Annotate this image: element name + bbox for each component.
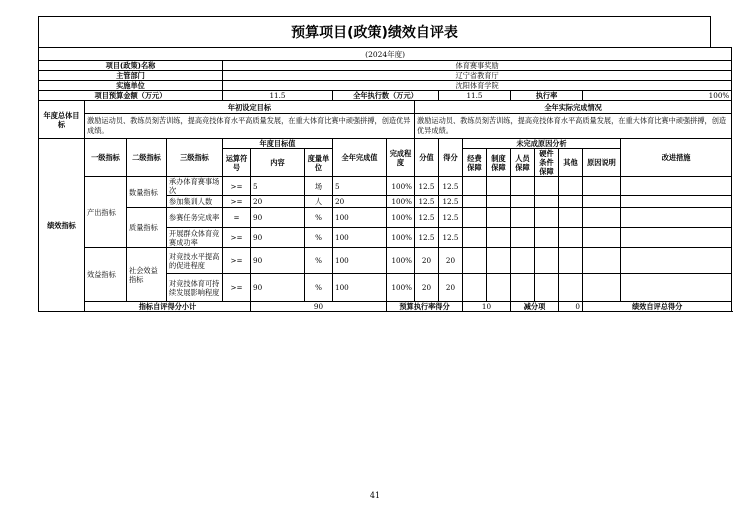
content-cell: 20: [251, 196, 305, 208]
budget-value: 11.5: [223, 91, 333, 101]
personnel-header: 人员保障: [511, 149, 535, 177]
level3-cell: 对竞技水平提高的促进程度: [167, 248, 223, 274]
project-name-label: 项目(政策)名称: [39, 61, 223, 71]
score-cell: 20: [415, 248, 439, 274]
completed-cell: 100: [333, 274, 387, 302]
total-score-label: 绩效自评总得分: [583, 302, 732, 312]
completion-cell: 100%: [387, 274, 415, 302]
budget-label: 项目预算金额（万元）: [39, 91, 223, 101]
quality-group: 质量指标: [127, 208, 167, 248]
got-cell: 20: [439, 274, 463, 302]
completion-header: 完成程度: [387, 139, 415, 177]
got-cell: 12.5: [439, 228, 463, 248]
level1-header: 一级指标: [85, 139, 127, 177]
perf-indicators-label: 绩效指标: [39, 139, 85, 312]
hardware-header: 硬件条件保障: [535, 149, 559, 177]
content-cell: 90: [251, 228, 305, 248]
set-goal-text: 激励运动员、教练员刻苦训练，提高竞技体育水平高质量发展，在重大体育比赛中顽强拼搏，创造优异成绩。: [85, 114, 415, 139]
explain-header: 原因说明: [583, 149, 621, 177]
other-header: 其他: [559, 149, 583, 177]
form-year: (2024年度): [39, 48, 732, 61]
op-cell: >=: [223, 274, 251, 302]
score-header: 分值: [415, 139, 439, 177]
evaluation-table: [38, 47, 732, 312]
completed-cell: 20: [333, 196, 387, 208]
unit-cell: 场: [305, 177, 333, 196]
op-cell: >=: [223, 248, 251, 274]
table-row: [39, 177, 732, 196]
rate-label: 执行率: [511, 91, 583, 101]
social-group: 社会效益指标: [127, 248, 167, 302]
level3-cell: 参赛任务完成率: [167, 208, 223, 228]
project-name: 体育赛事奖励: [223, 61, 732, 71]
content-cell: 90: [251, 274, 305, 302]
deduct-value: 0: [559, 302, 583, 312]
actual-goal-text: 激励运动员、教练员刻苦训练，提高竞技体育水平高质量发展，在重大体育比赛中顽强拼搏，创造优异成绩。: [415, 114, 732, 139]
page-number: 41: [369, 491, 381, 500]
unit-cell: %: [305, 248, 333, 274]
completed-header: 全年完成值: [333, 139, 387, 177]
annual-goal-label: 年度总体目标: [39, 101, 85, 139]
completed-cell: 100: [333, 208, 387, 228]
score-cell: 12.5: [415, 177, 439, 196]
form-title: 预算项目(政策)绩效自评表: [38, 16, 711, 47]
completion-cell: 100%: [387, 177, 415, 196]
dept-value: 辽宁省教育厅: [223, 71, 732, 81]
indicator-score-label: 指标自评得分小计: [85, 302, 251, 312]
unit-cell: %: [305, 274, 333, 302]
got-cell: 20: [439, 248, 463, 274]
score-cell: 20: [415, 274, 439, 302]
completed-cell: 100: [333, 248, 387, 274]
level3-cell: 开展群众体育竞赛成功率: [167, 228, 223, 248]
rate-value: 100%: [583, 91, 732, 101]
completion-cell: 100%: [387, 196, 415, 208]
output-group: 产出指标: [85, 177, 127, 248]
exec-value: 11.5: [439, 91, 511, 101]
unit-cell: %: [305, 228, 333, 248]
op-cell: >=: [223, 196, 251, 208]
got-cell: 12.5: [439, 177, 463, 196]
dept-label: 主管部门: [39, 71, 223, 81]
content-cell: 90: [251, 248, 305, 274]
reasons-header: 未完成原因分析: [463, 139, 621, 149]
score-cell: 12.5: [415, 196, 439, 208]
annual-target-header: 年度目标值: [223, 139, 333, 149]
score-cell: 12.5: [415, 228, 439, 248]
score-cell: 12.5: [415, 208, 439, 228]
op-cell: =: [223, 208, 251, 228]
level3-cell: 对竞技体育可持续发展影响程度: [167, 274, 223, 302]
budget-rate-label: 预算执行率得分: [387, 302, 463, 312]
system-header: 制度保障: [487, 149, 511, 177]
impl-label: 实施单位: [39, 81, 223, 91]
measures-header: 改进措施: [621, 139, 732, 177]
op-cell: >=: [223, 228, 251, 248]
benefit-group: 效益指标: [85, 248, 127, 302]
unit-cell: 人: [305, 196, 333, 208]
level3-cell: 参加集训人数: [167, 196, 223, 208]
evaluation-form: [38, 16, 730, 312]
operator-header: 运算符号: [223, 149, 251, 177]
table-row: [39, 208, 732, 228]
level3-cell: 承办体育赛事场次: [167, 177, 223, 196]
got-cell: 12.5: [439, 196, 463, 208]
op-cell: >=: [223, 177, 251, 196]
table-row: [39, 248, 732, 274]
quantity-group: 数量指标: [127, 177, 167, 208]
completion-cell: 100%: [387, 208, 415, 228]
economic-header: 经费保障: [463, 149, 487, 177]
completed-cell: 100: [333, 228, 387, 248]
completion-cell: 100%: [387, 228, 415, 248]
completed-cell: 5: [333, 177, 387, 196]
content-cell: 90: [251, 208, 305, 228]
unit-header: 度量单位: [305, 149, 333, 177]
set-goal-label: 年初设定目标: [85, 101, 415, 114]
level3-header: 三级指标: [167, 139, 223, 177]
exec-label: 全年执行数（万元）: [333, 91, 439, 101]
completion-cell: 100%: [387, 248, 415, 274]
deduct-label: 减分项: [511, 302, 559, 312]
budget-rate-score: 10: [463, 302, 511, 312]
level2-header: 二级指标: [127, 139, 167, 177]
content-header: 内容: [251, 149, 305, 177]
indicator-score: 90: [251, 302, 387, 312]
content-cell: 5: [251, 177, 305, 196]
impl-value: 沈阳体育学院: [223, 81, 732, 91]
actual-goal-label: 全年实际完成情况: [415, 101, 732, 114]
got-cell: 12.5: [439, 208, 463, 228]
got-header: 得分: [439, 139, 463, 177]
unit-cell: %: [305, 208, 333, 228]
